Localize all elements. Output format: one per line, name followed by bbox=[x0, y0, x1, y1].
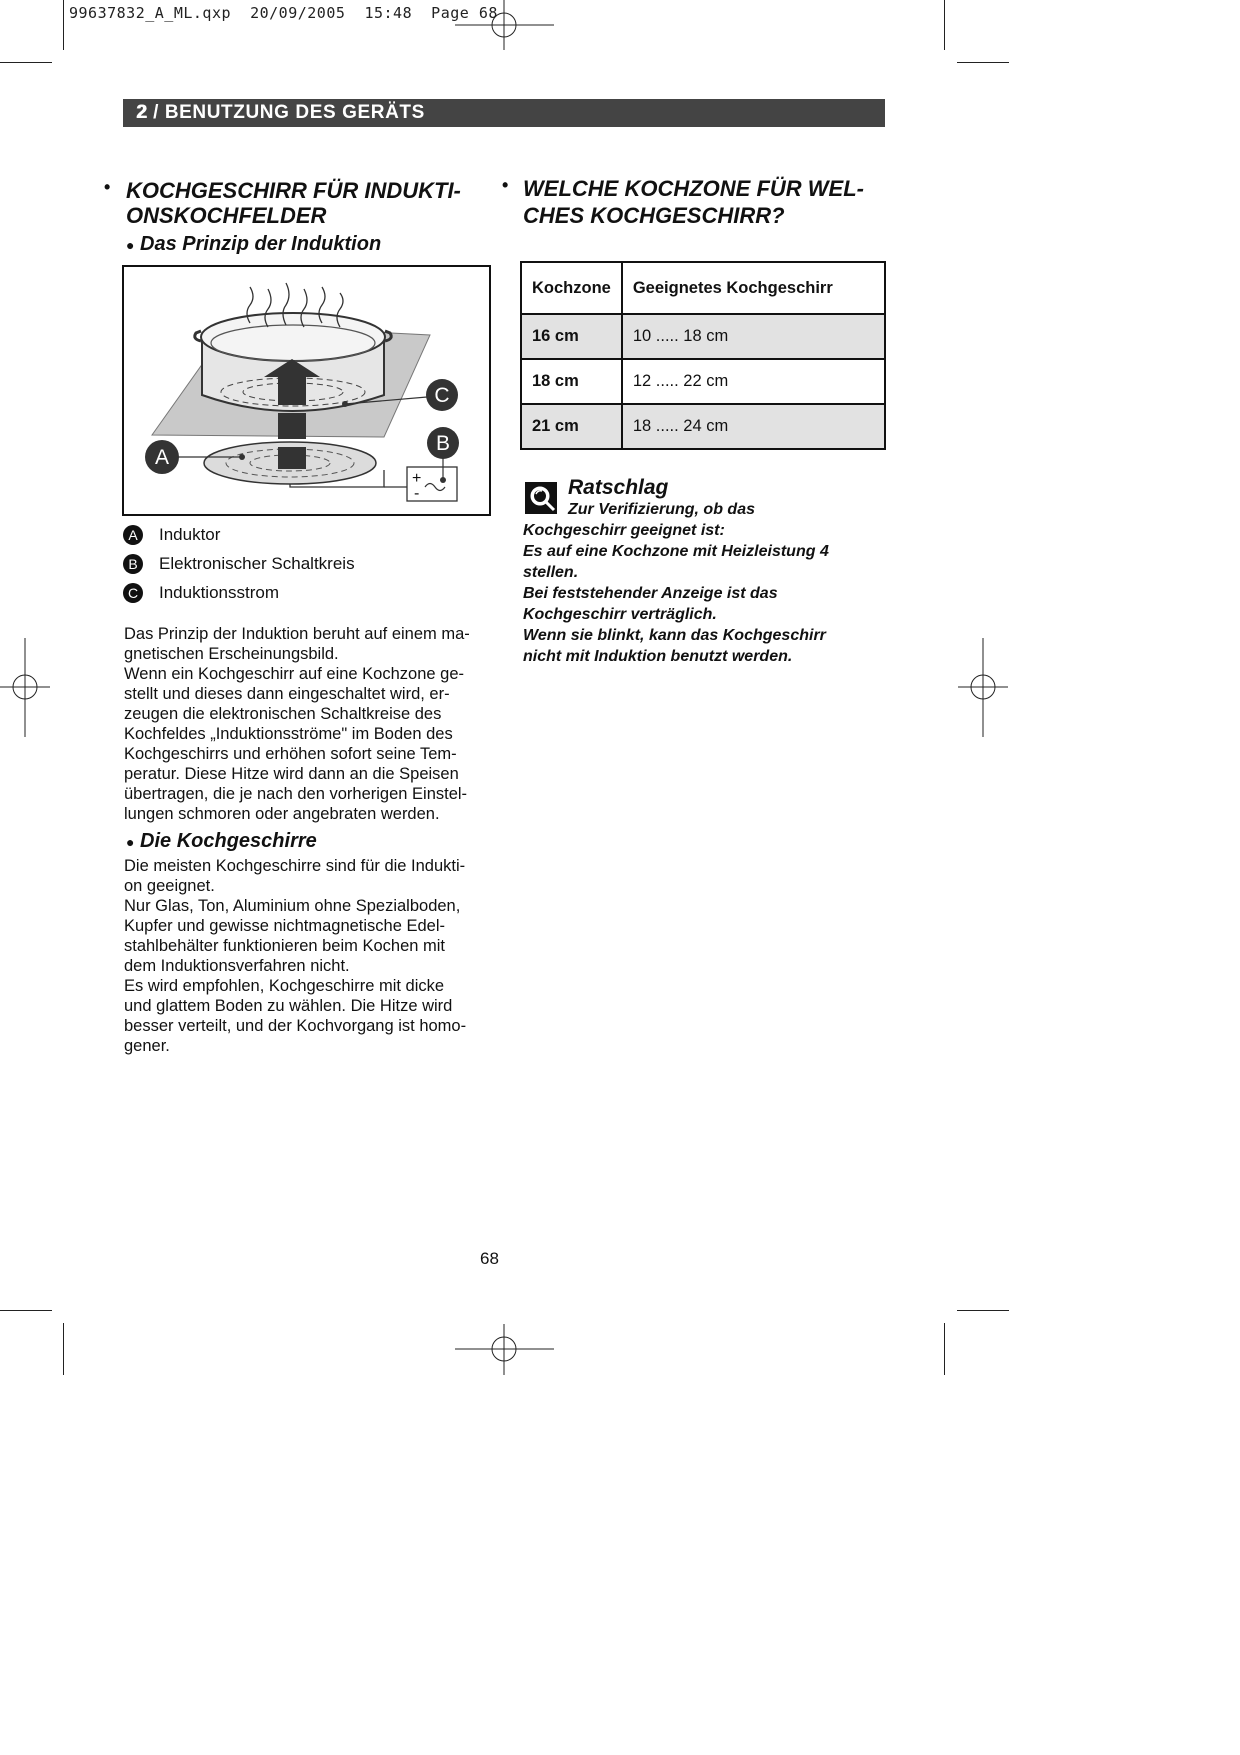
legend-badge: B bbox=[123, 554, 143, 574]
heading-line: KOCHGESCHIRR FÜR INDUKTI- bbox=[126, 178, 461, 203]
advice-line: nicht mit Induktion benutzt werden. bbox=[523, 648, 793, 665]
magnetic-field-arrow-shaft bbox=[278, 413, 306, 439]
advice-line: Bei feststehender Anzeige ist das bbox=[523, 585, 778, 602]
bullet-dot: ● bbox=[126, 834, 135, 850]
text-line: peratur. Diese Hitze wird dann an die Speisen bbox=[124, 765, 459, 783]
label-c: C bbox=[434, 384, 450, 407]
plus-sign: + bbox=[412, 470, 422, 487]
registration-mark-bottom bbox=[455, 1324, 554, 1375]
magnetic-field-arrow-shaft bbox=[278, 375, 306, 405]
advice-line: Wenn sie blinkt, kann das Kochgeschirr bbox=[523, 627, 826, 644]
text-line: zeugen die elektronischen Schaltkreise des bbox=[124, 705, 442, 723]
registration-mark-top bbox=[455, 0, 554, 50]
text-line: und glattem Boden zu wählen. Die Hitze wird bbox=[124, 997, 453, 1015]
registration-mark-left bbox=[0, 638, 50, 737]
text-line: gener. bbox=[124, 1037, 170, 1055]
page-number: 68 bbox=[480, 1249, 499, 1268]
legend-badge: C bbox=[123, 583, 143, 603]
advice-line: Kochgeschirr geeignet ist: bbox=[523, 522, 725, 539]
text-line: lungen schmoren oder angebraten werden. bbox=[124, 805, 440, 823]
cookzone-table bbox=[520, 261, 886, 450]
text-line: Kochgeschirrs und erhöhen sofort seine Tem- bbox=[124, 745, 457, 763]
advice-line: Zur Verifizierung, ob das bbox=[568, 501, 755, 518]
heading-line: WELCHE KOCHZONE FÜR WEL- bbox=[523, 176, 864, 201]
induction-diagram bbox=[122, 265, 491, 516]
text-line: Wenn ein Kochgeschirr auf eine Kochzone ge- bbox=[124, 665, 464, 683]
legend-text: Elektronischer Schaltkreis bbox=[159, 554, 355, 573]
section-title: / BENUTZUNG DES GERÄTS bbox=[153, 102, 425, 123]
table-cell-zone: 21 cm bbox=[521, 404, 622, 449]
table-cell-cookware: 10 ..... 18 cm bbox=[622, 314, 885, 359]
minus-sign: - bbox=[414, 485, 420, 502]
magnetic-field-arrow-shaft bbox=[278, 447, 306, 469]
bullet-dot: • bbox=[502, 175, 509, 195]
text-line: Es wird empfohlen, Kochgeschirre mit dicke bbox=[124, 977, 445, 995]
legend-text: Induktionsstrom bbox=[159, 583, 279, 602]
heading-which-zone bbox=[523, 175, 864, 229]
bullet-dot: ● bbox=[126, 237, 135, 253]
table-row bbox=[521, 359, 885, 404]
table-cell-zone: 18 cm bbox=[521, 359, 622, 404]
paragraph-cookware bbox=[124, 856, 490, 1056]
table-cell-cookware: 12 ..... 22 cm bbox=[622, 359, 885, 404]
table-header-cell: Kochzone bbox=[521, 262, 622, 314]
text-line: stahlbehälter funktionieren beim Kochen mit bbox=[124, 937, 446, 955]
table-cell-zone: 16 cm bbox=[521, 314, 622, 359]
bullet-dot: • bbox=[104, 177, 111, 197]
text-line: besser verteilt, und der Kochvorgang ist homo- bbox=[124, 1017, 467, 1035]
table-row bbox=[521, 404, 885, 449]
text-line: stellt und dieses dann eingeschaltet wird, er- bbox=[124, 685, 450, 703]
text-line: Kupfer und gewisse nichtmagnetische Edel- bbox=[124, 917, 446, 935]
table-row bbox=[521, 314, 885, 359]
leader-dot bbox=[440, 477, 446, 483]
legend-text: Induktor bbox=[159, 525, 221, 544]
section-number: 2 bbox=[136, 102, 148, 123]
table-header-cell: Geeignetes Kochgeschirr bbox=[622, 262, 885, 314]
subheading-text: Die Kochgeschirre bbox=[140, 830, 317, 852]
text-line: Nur Glas, Ton, Aluminium ohne Spezialboden, bbox=[124, 897, 461, 915]
advice-title: Ratschlag bbox=[568, 476, 669, 499]
registration-mark-right bbox=[958, 638, 1008, 737]
file-slug: 99637832_A_ML.qxp 20/09/2005 15:48 Page 68 bbox=[69, 4, 498, 22]
heading-cookware-induction bbox=[126, 178, 461, 228]
text-line: übertragen, die je nach den vorherigen Einstel- bbox=[124, 785, 468, 803]
label-b: B bbox=[435, 432, 451, 455]
leader-dot bbox=[342, 401, 348, 407]
text-line: on geeignet. bbox=[124, 877, 215, 895]
subheading-text: Das Prinzip der Induktion bbox=[140, 233, 382, 255]
heading-line: CHES KOCHGESCHIRR? bbox=[523, 203, 785, 228]
text-line: gnetischen Erscheinungsbild. bbox=[124, 645, 339, 663]
section-header-bar bbox=[123, 99, 885, 127]
table-header-row bbox=[521, 262, 885, 314]
advice-line: stellen. bbox=[523, 564, 579, 581]
paragraph-principle bbox=[124, 624, 490, 824]
advice-line: Es auf eine Kochzone mit Heizleistung 4 bbox=[523, 543, 829, 560]
advice-text bbox=[523, 499, 903, 667]
label-a: A bbox=[154, 446, 170, 469]
leader-dot bbox=[239, 454, 245, 460]
text-line: dem Induktionsverfahren nicht. bbox=[124, 957, 350, 975]
text-line: Das Prinzip der Induktion beruht auf einem ma- bbox=[124, 625, 470, 643]
subheading-principle bbox=[126, 233, 381, 256]
text-line: Die meisten Kochgeschirre sind für die Indukti- bbox=[124, 857, 466, 875]
advice-line: Kochgeschirr verträglich. bbox=[523, 606, 717, 623]
subheading-cookware bbox=[126, 830, 317, 853]
table-cell-cookware: 18 ..... 24 cm bbox=[622, 404, 885, 449]
heading-line: ONSKOCHFELDER bbox=[126, 203, 327, 228]
legend-badge: A bbox=[123, 525, 143, 545]
text-line: Kochfeldes „Induktionsströme" im Boden des bbox=[124, 725, 453, 743]
